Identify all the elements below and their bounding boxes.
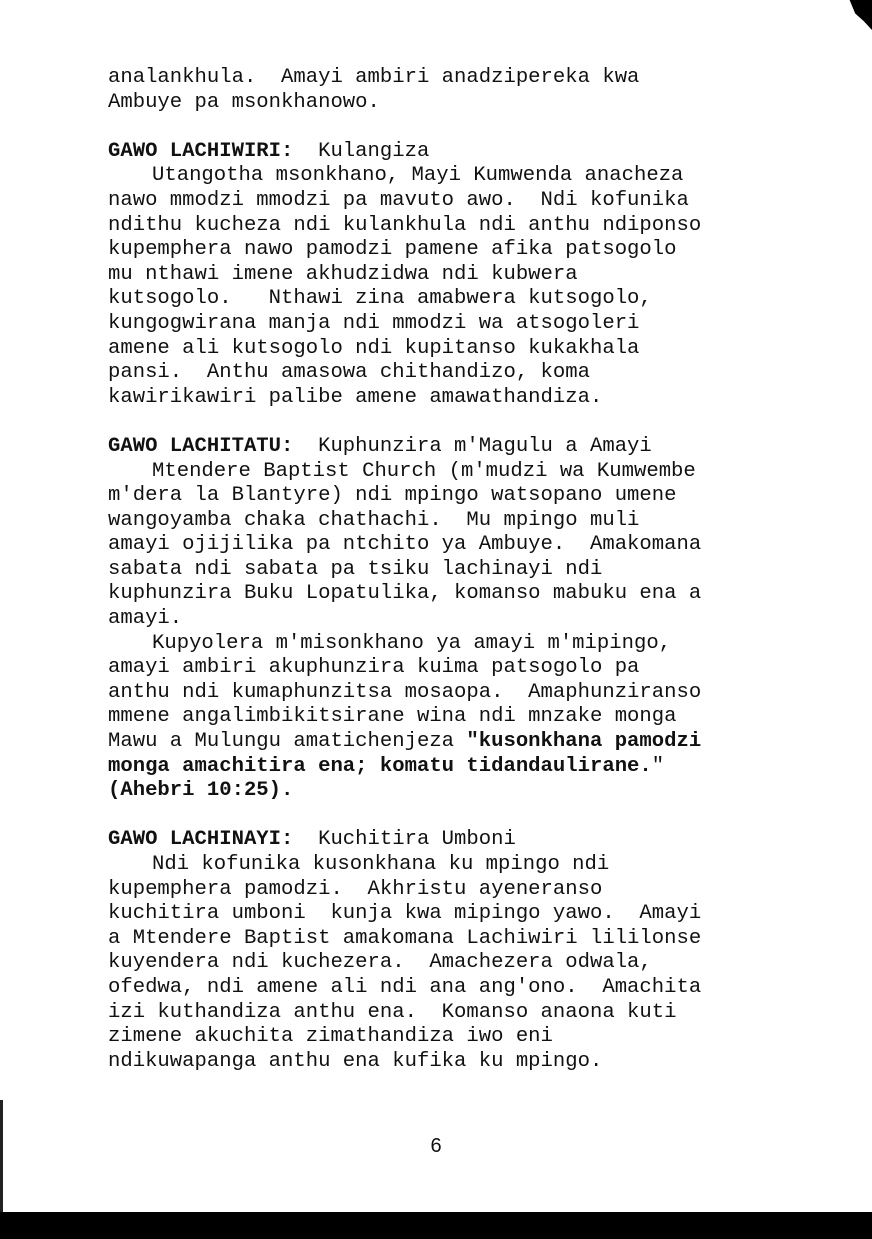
section-heading-label: GAWO LACHINAYI: — [108, 828, 294, 852]
body-line: amayi. — [108, 607, 183, 631]
body-line: Mtendere Baptist Church (m'mudzi wa Kumwembe — [152, 459, 696, 483]
section-heading-label: GAWO LACHIWIRI: — [108, 139, 294, 163]
body-line: sabata ndi sabata pa tsiku lachinayi ndi — [108, 557, 603, 581]
body-line: ofedwa, ndi amene ali ndi ana ang'ono. Amachita — [108, 975, 702, 999]
scan-corner-mark — [844, 0, 872, 30]
body-line: Kupyolera m'misonkhano ya amayi m'mipingo, — [152, 631, 672, 655]
scripture-quote: monga amachitira ena; komatu tidandaulirane. — [108, 754, 652, 778]
section-spacer — [108, 804, 838, 829]
body-line: analankhula. Amayi ambiri anadzipereka kwa — [108, 66, 640, 89]
section-heading-title: Kuchitira Umboni — [293, 828, 516, 852]
scripture-reference: (Ahebri 10:25). — [108, 779, 294, 803]
body-line: m'dera la Blantyre) ndi mpingo watsopano umene — [108, 484, 677, 508]
page-body — [108, 66, 838, 1074]
section-heading — [108, 435, 838, 460]
body-line: kawirikawiri palibe amene amawathandiza. — [108, 385, 603, 409]
quote-line — [108, 755, 838, 780]
body-line: a Mtendere Baptist amakomana Lachiwiri lililonse — [108, 926, 702, 950]
body-line: kutsogolo. Nthawi zina amabwera kutsogolo, — [108, 287, 652, 311]
body-line: amayi ojijilika pa ntchito ya Ambuye. Amakomana — [108, 533, 702, 557]
section-heading-label: GAWO LACHITATU: — [108, 434, 294, 458]
scripture-quote: "kusonkhana pamodzi — [466, 730, 702, 754]
body-line: kungogwirana manja ndi mmodzi wa atsogoleri — [108, 311, 640, 335]
quote-close-mark: " — [651, 754, 665, 778]
section-heading-title: Kuphunzira m'Magulu a Amayi — [293, 434, 652, 458]
page-number: 6 — [430, 1135, 442, 1157]
body-line: Utangotha msonkhano, Mayi Kumwenda anacheza — [152, 164, 684, 188]
body-line: kupemphera pamodzi. Akhristu ayeneranso — [108, 877, 603, 901]
body-line: kuphunzira Buku Lopatulika, komanso mabuku ena a — [108, 582, 702, 606]
body-line: kuchitira umboni kunja kwa mipingo yawo. Amayi — [108, 902, 702, 926]
body-line: izi kuthandiza anthu ena. Komanso anaona kuti — [108, 1000, 677, 1024]
body-line: wangoyamba chaka chathachi. Mu mpingo muli — [108, 508, 640, 532]
body-line: amene ali kutsogolo ndi kupitanso kukakhala — [108, 336, 640, 360]
quote-lead-in: Mawu a Mulungu amatichenjeza — [108, 730, 467, 754]
body-line: ndikuwapanga anthu ena kufika ku mpingo. — [108, 1049, 603, 1073]
section-heading — [108, 828, 838, 853]
body-line: nawo mmodzi mmodzi pa mavuto awo. Ndi kofunika — [108, 188, 689, 212]
body-line: kupemphera nawo pamodzi pamene afika patsogolo — [108, 238, 677, 262]
body-line: ndithu kucheza ndi kulankhula ndi anthu ndiponso — [108, 213, 702, 237]
section-spacer — [108, 410, 838, 435]
section-spacer — [108, 115, 838, 140]
body-line: amayi ambiri akuphunzira kuima patsogolo pa — [108, 656, 640, 680]
section-heading-title: Kulangiza — [293, 139, 430, 163]
body-line: anthu ndi kumaphunzitsa mosaopa. Amaphunziranso — [108, 680, 702, 704]
body-line: mmene angalimbikitsirane wina ndi mnzake monga — [108, 705, 677, 729]
body-line: mu nthawi imene akhudzidwa ndi kubwera — [108, 262, 578, 286]
body-line: kuyendera ndi kuchezera. Amachezera odwala, — [108, 951, 652, 975]
quote-line — [108, 730, 838, 755]
body-line: pansi. Anthu amasowa chithandizo, koma — [108, 361, 590, 385]
body-line: Ndi kofunika kusonkhana ku mpingo ndi — [152, 853, 610, 876]
body-line: zimene akuchita zimathandiza iwo eni — [108, 1025, 553, 1049]
section-heading — [108, 140, 838, 165]
body-line: Ambuye pa msonkhanowo. — [108, 90, 380, 114]
scan-bottom-edge — [0, 1212, 872, 1239]
